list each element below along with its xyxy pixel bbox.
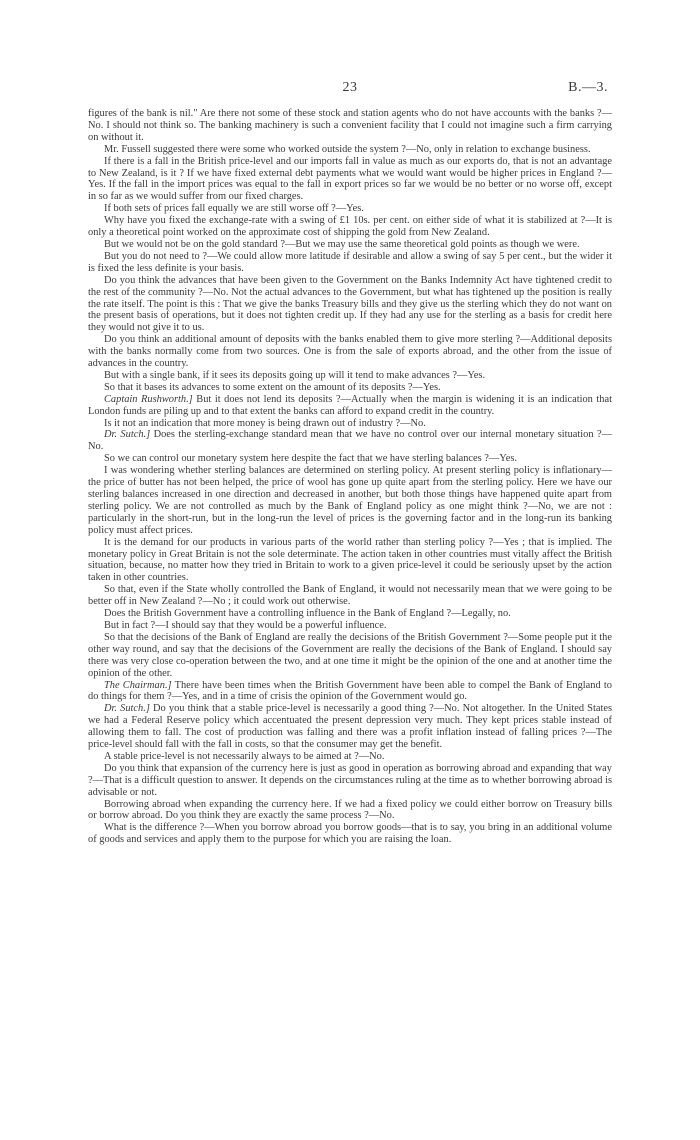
paragraph-text: But it does not lend its deposits ?—Actually when the margin is widening it is an indication that London funds are piling up and to that extent the banks can afford to expand credit in the country. xyxy=(88,393,612,417)
paragraph-text: Borrowing abroad when expanding the currency here. If we had a fixed policy we could either borrow on Treasury bills or borrow abroad. Do you think they are exactly the same process ?—No. xyxy=(88,798,612,822)
speaker-label: Dr. Sutch.] xyxy=(104,429,151,441)
paragraph xyxy=(88,751,612,763)
paragraph xyxy=(88,680,612,704)
paragraph xyxy=(88,251,612,275)
paragraph xyxy=(88,156,612,204)
paragraph-text: So that it bases its advances to some extent on the amount of its deposits ?—Yes. xyxy=(104,381,441,393)
paragraph xyxy=(88,465,612,536)
speaker-label: Captain Rushworth.] xyxy=(104,393,193,405)
paragraph xyxy=(88,608,612,620)
paragraph-text: Do you think an additional amount of deposits with the banks enabled them to give more sterling ?—Additional deposits with the banks normally come from two sources. One is from the sale of exports abroad, and the other from the issue of advances in the country. xyxy=(88,334,612,370)
paragraph xyxy=(88,584,612,608)
paragraph-text: So that the decisions of the Bank of England are really the decisions of the British Government ?—Some people put it the other way round, and say that the decisions of the Government are really the decisions of the Bank of England. I should say there was very close co-operation between the two, and at one time it might be the opinion of the one and at another time the opinion of the other. xyxy=(88,631,612,679)
paragraph xyxy=(88,275,612,335)
paragraph-text: Is it not an indication that more money is being drawn out of industry ?—No. xyxy=(104,417,426,429)
paragraph xyxy=(88,703,612,751)
paragraph-text: What is the difference ?—When you borrow abroad you borrow goods—that is to say, you bring in an additional volume of goods and services and apply them to the purpose for which you are raising the loan. xyxy=(88,822,612,846)
paragraph-text: I was wondering whether sterling balances are determined on sterling policy. At present sterling policy is inflationary—the price of butter has not been helped, the price of wool has gone up quite apart from the sterling policy. Here we have our sterling balances increased in one direction and decreased in another, but both those things have happened quite apart from sterling policy. We are not controlled as much by the Bank of England policy as one might think ?—No, we are not : particularly in the short-run, but in the long-run the level of prices is the governing factor and in the long-run its banking policy must affect prices. xyxy=(88,465,612,536)
paragraph xyxy=(88,370,612,382)
paragraph-text: Does the British Government have a controlling influence in the Bank of England ?—Legally, no. xyxy=(104,608,511,620)
paragraph xyxy=(88,334,612,370)
page-number: 23 xyxy=(342,80,358,95)
paragraph-text: figures of the bank is nil." Are there not some of these stock and station agents who do not have accounts with the banks ?—No. I should not think so. The banking machinery is such a convenient facility that I could not imagine such a firm carrying on without it. xyxy=(88,108,612,143)
paragraph xyxy=(88,620,612,632)
paragraph xyxy=(88,203,612,215)
paragraph xyxy=(88,429,612,453)
paragraph-text: But we would not be on the gold standard ?—But we may use the same theoretical gold points as though we were. xyxy=(104,238,580,250)
paragraph xyxy=(88,215,612,239)
paragraph xyxy=(88,632,612,680)
paragraph-text: But with a single bank, if it sees its deposits going up will it tend to make advances ?—Yes. xyxy=(104,369,486,381)
paragraph xyxy=(88,537,612,585)
paragraph-text: So that, even if the State wholly controlled the Bank of England, it would not necessarily mean that we were going to be better off in New Zealand ?—No ; it could work out otherwise. xyxy=(88,584,612,608)
paragraph-text: Do you think that expansion of the currency here is just as good in operation as borrowing abroad and expanding that way ?—That is a difficult question to answer. It depends on the circumstances ruling at the time as to whether borrowing abroad is advisable or not. xyxy=(88,762,612,798)
paragraph-text: If both sets of prices fall equally we are still worse off ?—Yes. xyxy=(104,203,364,215)
paragraph-text: But in fact ?—I should say that they would be a powerful influence. xyxy=(104,619,387,631)
paragraph-text: Do you think that a stable price-level is necessarily a good thing ?—No. Not altogether. In the United States we had a Federal Reserve policy which accentuated the present depression very much. They kept prices stable instead of allowing them to fall. The cost of production was falling and there was a profit inflation instead of falling prices ?—The price-level should fall with the fall in costs, so that the consumer may get the benefit. xyxy=(88,703,612,751)
paragraph xyxy=(88,799,612,823)
paragraph-text: Does the sterling-exchange standard mean that we have no control over our internal monetary situation ?—No. xyxy=(88,429,612,453)
paragraph xyxy=(88,108,612,144)
paragraph xyxy=(88,382,612,394)
paragraph-text: There have been times when the British Government have been able to compel the Bank of England to do things for them ?—Yes, and in a time of crisis the opinion of the Government would go. xyxy=(88,679,612,703)
paragraph-text: Why have you fixed the exchange-rate with a swing of £1 10s. per cent. on either side of what it is stabilized at ?—It is only a theoretical point worked on the approximate cost of shipping the gold from New Zealand. xyxy=(88,215,612,239)
body-text xyxy=(88,108,612,846)
paragraph xyxy=(88,394,612,418)
paragraph-text: So we can control our monetary system here despite the fact that we have sterling balances ?—Yes. xyxy=(104,453,517,465)
paragraph-text: A stable price-level is not necessarily always to be aimed at ?—No. xyxy=(104,750,385,762)
paragraph-text: Mr. Fussell suggested there were some who worked outside the system ?—No, only in relation to exchange business. xyxy=(104,143,591,155)
paragraph xyxy=(88,144,612,156)
paragraph-text: But you do not need to ?—We could allow more latitude if desirable and allow a swing of say 5 per cent., but the wider it is fixed the less definite is your basis. xyxy=(88,250,612,274)
paragraph xyxy=(88,822,612,846)
paragraph-text: If there is a fall in the British price-level and our imports fall in value as much as our exports do, that is not an advantage to New Zealand, is it ? If we have fixed external debt payments what we would want would be higher prices in England ?—Yes. If the fall in the import prices was equal to the fall in export prices so far we would be no better or no worse off, except in so far as we would suffer from our fixed charges. xyxy=(88,155,612,203)
speaker-label: Dr. Sutch.] xyxy=(104,703,150,715)
paragraph xyxy=(88,418,612,430)
paragraph-text: It is the demand for our products in various parts of the world rather than sterling policy ?—Yes ; that is implied. The monetary policy in Great Britain is not the sole determinate. The action taken in other countries must vitally affect the British situation, because, no matter how they tried in Britain to work to a given price-level it could be seriously upset by the action taken in other countries. xyxy=(88,536,612,584)
speaker-label: The Chairman.] xyxy=(104,679,172,691)
document-reference: B.—3. xyxy=(568,80,608,95)
paragraph xyxy=(88,453,612,465)
paragraph xyxy=(88,239,612,251)
paragraph-text: Do you think the advances that have been given to the Government on the Banks Indemnity Act have tightened credit to the rest of the community ?—No. Not the actual advances to the Government, but what has tightened up the position is really the rate itself. The point is this : That we give the banks Treasury bills and they give us the sterling which they do not want on the present basis of operations, but it does not tighten credit up. If they had any use for the sterling as a basis for credit here they would not give it to us. xyxy=(88,274,612,334)
paragraph xyxy=(88,763,612,799)
